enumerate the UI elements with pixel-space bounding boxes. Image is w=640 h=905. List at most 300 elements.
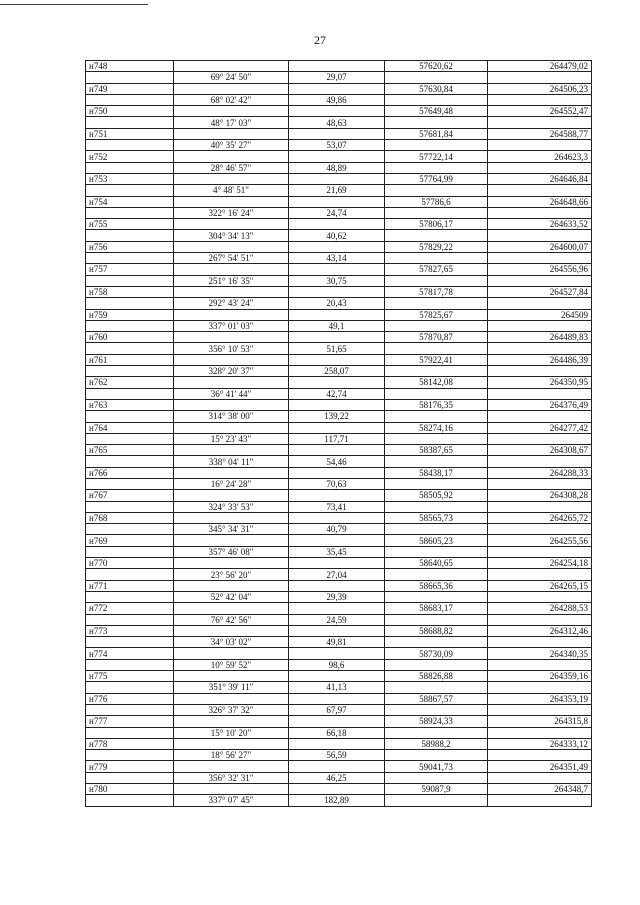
point-name: н753 xyxy=(86,173,174,184)
empty-cell xyxy=(289,219,385,230)
x-coordinate: 59087,9 xyxy=(385,784,488,795)
empty-cell xyxy=(385,366,488,377)
empty-cell xyxy=(488,253,592,264)
table-row xyxy=(86,738,592,749)
empty-cell xyxy=(86,185,174,196)
x-coordinate: 57806,17 xyxy=(385,219,488,230)
empty-cell xyxy=(289,625,385,636)
empty-cell xyxy=(488,614,592,625)
empty-cell xyxy=(385,591,488,602)
table-row-segment xyxy=(86,750,592,761)
empty-cell xyxy=(385,140,488,151)
table-row xyxy=(86,693,592,704)
table-row-segment xyxy=(86,343,592,354)
empty-cell xyxy=(488,478,592,489)
empty-cell xyxy=(289,580,385,591)
empty-cell xyxy=(289,467,385,478)
table-row-segment xyxy=(86,433,592,444)
empty-cell xyxy=(385,750,488,761)
segment-length: 56,59 xyxy=(289,750,385,761)
table-row-segment xyxy=(86,140,592,151)
table-row-segment xyxy=(86,253,592,264)
segment-length: 40,62 xyxy=(289,230,385,241)
empty-cell xyxy=(385,343,488,354)
x-coordinate: 57870,87 xyxy=(385,332,488,343)
empty-cell xyxy=(289,512,385,523)
empty-cell xyxy=(488,795,592,806)
empty-cell xyxy=(385,230,488,241)
x-coordinate: 58274,16 xyxy=(385,422,488,433)
table-row-segment xyxy=(86,704,592,715)
segment-length: 182,89 xyxy=(289,795,385,806)
point-name: н751 xyxy=(86,128,174,139)
empty-cell xyxy=(385,275,488,286)
direction-angle: 16° 24' 28" xyxy=(174,478,289,489)
direction-angle: 10° 59' 52" xyxy=(174,659,289,670)
y-coordinate: 264588,77 xyxy=(488,128,592,139)
x-coordinate: 58176,35 xyxy=(385,399,488,410)
table-row-segment xyxy=(86,185,592,196)
table-row-segment xyxy=(86,456,592,467)
coordinates-table-body xyxy=(86,61,592,807)
empty-cell xyxy=(174,445,289,456)
empty-cell xyxy=(174,467,289,478)
point-name: н779 xyxy=(86,761,174,772)
empty-cell xyxy=(86,614,174,625)
segment-length: 53,07 xyxy=(289,140,385,151)
top-rule xyxy=(0,4,148,5)
x-coordinate: 58665,36 xyxy=(385,580,488,591)
empty-cell xyxy=(488,569,592,580)
direction-angle: 337° 01' 03" xyxy=(174,320,289,331)
point-name: н755 xyxy=(86,219,174,230)
y-coordinate: 264556,96 xyxy=(488,264,592,275)
table-row-segment xyxy=(86,637,592,648)
empty-cell xyxy=(488,72,592,83)
empty-cell xyxy=(86,433,174,444)
empty-cell xyxy=(174,309,289,320)
point-name: н766 xyxy=(86,467,174,478)
table-row xyxy=(86,761,592,772)
table-row xyxy=(86,83,592,94)
table-row-segment xyxy=(86,501,592,512)
x-coordinate: 57722,14 xyxy=(385,151,488,162)
empty-cell xyxy=(86,750,174,761)
empty-cell xyxy=(289,603,385,614)
table-row xyxy=(86,648,592,659)
empty-cell xyxy=(86,94,174,105)
point-name: н749 xyxy=(86,83,174,94)
direction-angle: 251° 16' 35" xyxy=(174,275,289,286)
point-name: н757 xyxy=(86,264,174,275)
table-row xyxy=(86,377,592,388)
empty-cell xyxy=(385,524,488,535)
empty-cell xyxy=(174,61,289,72)
x-coordinate: 57829,22 xyxy=(385,241,488,252)
direction-angle: 345° 34' 31" xyxy=(174,524,289,535)
y-coordinate: 264348,7 xyxy=(488,784,592,795)
direction-angle: 69° 24' 50" xyxy=(174,72,289,83)
empty-cell xyxy=(174,693,289,704)
empty-cell xyxy=(174,422,289,433)
table-row xyxy=(86,558,592,569)
empty-cell xyxy=(289,83,385,94)
empty-cell xyxy=(174,241,289,252)
point-name: н762 xyxy=(86,377,174,388)
y-coordinate: 264288,33 xyxy=(488,467,592,478)
empty-cell xyxy=(174,286,289,297)
x-coordinate: 57827,65 xyxy=(385,264,488,275)
direction-angle: 322° 16' 24" xyxy=(174,207,289,218)
point-name: н776 xyxy=(86,693,174,704)
y-coordinate: 264506,23 xyxy=(488,83,592,94)
direction-angle: 324° 33' 53" xyxy=(174,501,289,512)
empty-cell xyxy=(385,433,488,444)
direction-angle: 28° 46' 57" xyxy=(174,162,289,173)
empty-cell xyxy=(86,162,174,173)
empty-cell xyxy=(86,275,174,286)
empty-cell xyxy=(289,784,385,795)
empty-cell xyxy=(289,693,385,704)
table-row-segment xyxy=(86,411,592,422)
empty-cell xyxy=(289,286,385,297)
table-row-segment xyxy=(86,795,592,806)
empty-cell xyxy=(289,128,385,139)
table-row xyxy=(86,106,592,117)
y-coordinate: 264353,19 xyxy=(488,693,592,704)
direction-angle: 351° 39' 11" xyxy=(174,682,289,693)
table-row-segment xyxy=(86,366,592,377)
empty-cell xyxy=(174,738,289,749)
segment-length: 46,25 xyxy=(289,772,385,783)
table-row xyxy=(86,286,592,297)
empty-cell xyxy=(488,704,592,715)
table-row-segment xyxy=(86,727,592,738)
empty-cell xyxy=(289,399,385,410)
empty-cell xyxy=(488,230,592,241)
direction-angle: 304° 34' 13" xyxy=(174,230,289,241)
point-name: н780 xyxy=(86,784,174,795)
x-coordinate: 57630,84 xyxy=(385,83,488,94)
empty-cell xyxy=(488,524,592,535)
point-name: н774 xyxy=(86,648,174,659)
empty-cell xyxy=(174,535,289,546)
direction-angle: 18° 56' 27" xyxy=(174,750,289,761)
empty-cell xyxy=(86,388,174,399)
segment-length: 27,04 xyxy=(289,569,385,580)
x-coordinate: 59041,73 xyxy=(385,761,488,772)
empty-cell xyxy=(174,264,289,275)
point-name: н769 xyxy=(86,535,174,546)
table-row xyxy=(86,445,592,456)
direction-angle: 40° 35' 27" xyxy=(174,140,289,151)
table-row xyxy=(86,332,592,343)
x-coordinate: 58826,88 xyxy=(385,671,488,682)
segment-length: 51,65 xyxy=(289,343,385,354)
direction-angle: 326° 37' 32" xyxy=(174,704,289,715)
empty-cell xyxy=(385,298,488,309)
table-row-segment xyxy=(86,207,592,218)
table-row xyxy=(86,241,592,252)
y-coordinate: 264359,16 xyxy=(488,671,592,682)
point-name: н778 xyxy=(86,738,174,749)
empty-cell xyxy=(289,61,385,72)
segment-length: 43,14 xyxy=(289,253,385,264)
x-coordinate: 58640,65 xyxy=(385,558,488,569)
y-coordinate: 264308,67 xyxy=(488,445,592,456)
empty-cell xyxy=(488,320,592,331)
point-name: н765 xyxy=(86,445,174,456)
empty-cell xyxy=(385,637,488,648)
empty-cell xyxy=(289,738,385,749)
segment-length: 67,97 xyxy=(289,704,385,715)
empty-cell xyxy=(86,637,174,648)
direction-angle: 4° 48' 51" xyxy=(174,185,289,196)
table-row xyxy=(86,173,592,184)
empty-cell xyxy=(385,795,488,806)
y-coordinate: 264479,02 xyxy=(488,61,592,72)
table-row xyxy=(86,399,592,410)
y-coordinate: 264333,12 xyxy=(488,738,592,749)
empty-cell xyxy=(174,196,289,207)
empty-cell xyxy=(289,558,385,569)
empty-cell xyxy=(385,569,488,580)
direction-angle: 338° 04' 11" xyxy=(174,456,289,467)
direction-angle: 15° 10' 20" xyxy=(174,727,289,738)
coordinates-table xyxy=(85,60,592,807)
empty-cell xyxy=(86,795,174,806)
empty-cell xyxy=(385,659,488,670)
empty-cell xyxy=(385,117,488,128)
point-name: н748 xyxy=(86,61,174,72)
table-row xyxy=(86,264,592,275)
x-coordinate: 58142,08 xyxy=(385,377,488,388)
empty-cell xyxy=(289,151,385,162)
table-row xyxy=(86,784,592,795)
empty-cell xyxy=(488,140,592,151)
direction-angle: 68° 02' 42" xyxy=(174,94,289,105)
y-coordinate: 264600,07 xyxy=(488,241,592,252)
segment-length: 98,6 xyxy=(289,659,385,670)
table-row-segment xyxy=(86,230,592,241)
point-name: н767 xyxy=(86,490,174,501)
direction-angle: 356° 32' 31" xyxy=(174,772,289,783)
table-row xyxy=(86,671,592,682)
empty-cell xyxy=(488,501,592,512)
point-name: н777 xyxy=(86,716,174,727)
empty-cell xyxy=(289,241,385,252)
x-coordinate: 58387,65 xyxy=(385,445,488,456)
point-name: н756 xyxy=(86,241,174,252)
empty-cell xyxy=(385,501,488,512)
empty-cell xyxy=(86,320,174,331)
y-coordinate: 264340,35 xyxy=(488,648,592,659)
table-row-segment xyxy=(86,524,592,535)
point-name: н750 xyxy=(86,106,174,117)
empty-cell xyxy=(488,207,592,218)
y-coordinate: 264350,95 xyxy=(488,377,592,388)
empty-cell xyxy=(488,343,592,354)
empty-cell xyxy=(488,750,592,761)
y-coordinate: 264265,15 xyxy=(488,580,592,591)
empty-cell xyxy=(385,253,488,264)
point-name: н772 xyxy=(86,603,174,614)
empty-cell xyxy=(86,546,174,557)
segment-length: 49,1 xyxy=(289,320,385,331)
empty-cell xyxy=(488,94,592,105)
table-row-segment xyxy=(86,320,592,331)
y-coordinate: 264648,66 xyxy=(488,196,592,207)
empty-cell xyxy=(488,275,592,286)
segment-length: 117,71 xyxy=(289,433,385,444)
empty-cell xyxy=(86,366,174,377)
empty-cell xyxy=(174,332,289,343)
table-row xyxy=(86,151,592,162)
empty-cell xyxy=(385,207,488,218)
segment-length: 139,22 xyxy=(289,411,385,422)
table-row xyxy=(86,219,592,230)
segment-length: 40,79 xyxy=(289,524,385,535)
segment-length: 49,86 xyxy=(289,94,385,105)
table-row xyxy=(86,603,592,614)
empty-cell xyxy=(385,546,488,557)
table-row-segment xyxy=(86,478,592,489)
page-number: 27 xyxy=(314,33,326,47)
y-coordinate: 264351,49 xyxy=(488,761,592,772)
segment-length: 48,63 xyxy=(289,117,385,128)
empty-cell xyxy=(86,343,174,354)
table-row-segment xyxy=(86,546,592,557)
empty-cell xyxy=(174,761,289,772)
empty-cell xyxy=(174,625,289,636)
direction-angle: 292° 43' 24" xyxy=(174,298,289,309)
x-coordinate: 57649,48 xyxy=(385,106,488,117)
direction-angle: 52° 42' 04" xyxy=(174,591,289,602)
table-row xyxy=(86,580,592,591)
table-row-segment xyxy=(86,388,592,399)
empty-cell xyxy=(86,772,174,783)
empty-cell xyxy=(385,411,488,422)
y-coordinate: 264509 xyxy=(488,309,592,320)
x-coordinate: 57620,62 xyxy=(385,61,488,72)
table-row-segment xyxy=(86,72,592,83)
empty-cell xyxy=(174,603,289,614)
segment-length: 24,74 xyxy=(289,207,385,218)
empty-cell xyxy=(86,501,174,512)
empty-cell xyxy=(174,106,289,117)
empty-cell xyxy=(289,445,385,456)
empty-cell xyxy=(385,72,488,83)
segment-length: 54,46 xyxy=(289,456,385,467)
segment-length: 24,59 xyxy=(289,614,385,625)
empty-cell xyxy=(385,614,488,625)
direction-angle: 23° 56' 20" xyxy=(174,569,289,580)
empty-cell xyxy=(488,162,592,173)
direction-angle: 357° 46' 08" xyxy=(174,546,289,557)
x-coordinate: 58988,2 xyxy=(385,738,488,749)
empty-cell xyxy=(86,524,174,535)
empty-cell xyxy=(385,478,488,489)
table-row-segment xyxy=(86,591,592,602)
direction-angle: 48° 17' 03" xyxy=(174,117,289,128)
point-name: н770 xyxy=(86,558,174,569)
point-name: н752 xyxy=(86,151,174,162)
table-row-segment xyxy=(86,569,592,580)
x-coordinate: 57764,99 xyxy=(385,173,488,184)
empty-cell xyxy=(86,704,174,715)
y-coordinate: 264265,72 xyxy=(488,512,592,523)
table-row xyxy=(86,61,592,72)
empty-cell xyxy=(86,117,174,128)
table-row xyxy=(86,490,592,501)
table-row xyxy=(86,309,592,320)
empty-cell xyxy=(86,207,174,218)
table-row xyxy=(86,196,592,207)
segment-length: 20,43 xyxy=(289,298,385,309)
direction-angle: 314° 38' 00" xyxy=(174,411,289,422)
table-row-segment xyxy=(86,162,592,173)
direction-angle: 36° 41' 44" xyxy=(174,388,289,399)
segment-length: 42,74 xyxy=(289,388,385,399)
table-row xyxy=(86,716,592,727)
empty-cell xyxy=(174,716,289,727)
x-coordinate: 58867,57 xyxy=(385,693,488,704)
empty-cell xyxy=(174,784,289,795)
table-row xyxy=(86,128,592,139)
empty-cell xyxy=(174,580,289,591)
x-coordinate: 58605,23 xyxy=(385,535,488,546)
table-row-segment xyxy=(86,614,592,625)
empty-cell xyxy=(488,298,592,309)
empty-cell xyxy=(174,558,289,569)
point-name: н763 xyxy=(86,399,174,410)
table-row xyxy=(86,512,592,523)
segment-length: 49,81 xyxy=(289,637,385,648)
table-row xyxy=(86,467,592,478)
empty-cell xyxy=(488,546,592,557)
y-coordinate: 264489,83 xyxy=(488,332,592,343)
empty-cell xyxy=(174,377,289,388)
x-coordinate: 57825,67 xyxy=(385,309,488,320)
x-coordinate: 58683,17 xyxy=(385,603,488,614)
empty-cell xyxy=(174,399,289,410)
empty-cell xyxy=(86,591,174,602)
table-row-segment xyxy=(86,682,592,693)
table-row-segment xyxy=(86,117,592,128)
empty-cell xyxy=(289,761,385,772)
empty-cell xyxy=(289,535,385,546)
point-name: н775 xyxy=(86,671,174,682)
empty-cell xyxy=(385,772,488,783)
empty-cell xyxy=(174,151,289,162)
empty-cell xyxy=(174,128,289,139)
point-name: н758 xyxy=(86,286,174,297)
x-coordinate: 58505,92 xyxy=(385,490,488,501)
table-row-segment xyxy=(86,772,592,783)
empty-cell xyxy=(488,727,592,738)
empty-cell xyxy=(174,490,289,501)
table-row-segment xyxy=(86,275,592,286)
y-coordinate: 264633,52 xyxy=(488,219,592,230)
table-row xyxy=(86,535,592,546)
empty-cell xyxy=(86,478,174,489)
empty-cell xyxy=(385,320,488,331)
empty-cell xyxy=(488,117,592,128)
direction-angle: 15° 23' 43" xyxy=(174,433,289,444)
point-name: н764 xyxy=(86,422,174,433)
table-row-segment xyxy=(86,298,592,309)
segment-length: 48,89 xyxy=(289,162,385,173)
